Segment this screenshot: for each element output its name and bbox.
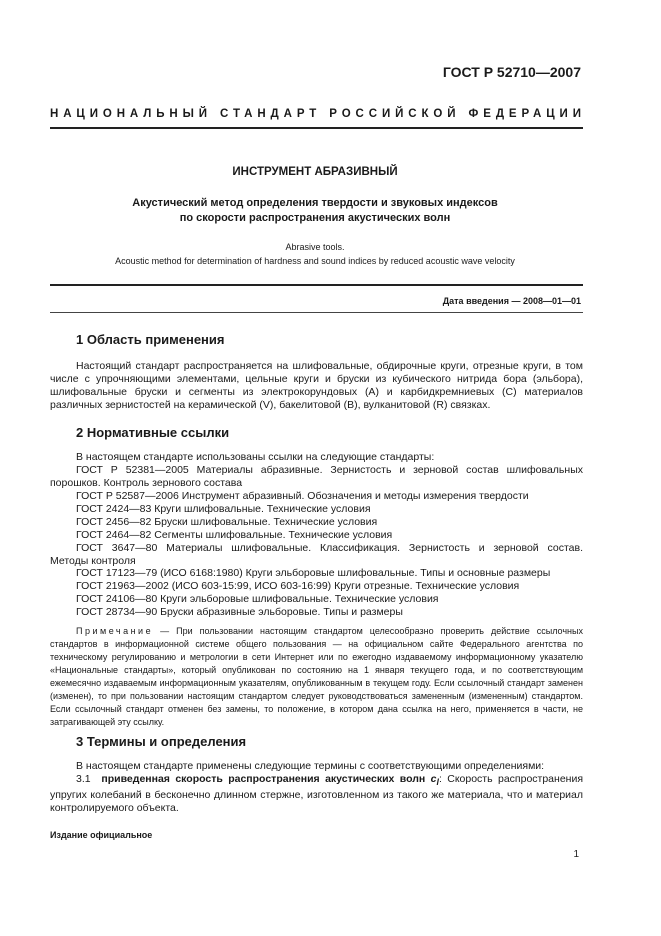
date-divider	[50, 312, 583, 313]
reference-item: ГОСТ 24106—80 Круги эльборовые шлифовальные. Технические условия	[76, 593, 439, 605]
header-divider	[50, 127, 583, 129]
reference-item: ГОСТ Р 52381—2005 Материалы абразивные. Зернистость и зерновой состав шлифовальных	[76, 464, 583, 476]
introduction-date: Дата введения — 2008—01—01	[442, 296, 581, 306]
references-intro: В настоящем стандарте использованы ссылки на следующие стандарты:	[76, 451, 435, 463]
term-number: 3.1	[76, 773, 91, 785]
official-edition-label: Издание официальное	[50, 830, 153, 840]
reference-item-continuation: порошков. Контроль зернового состава	[50, 477, 243, 489]
term-symbol: c	[430, 773, 437, 785]
terms-intro: В настоящем стандарте применены следующие термины с соответствующими определениями:	[76, 760, 545, 772]
page-number: 1	[573, 849, 579, 860]
section-3-heading: 3 Термины и определения	[76, 734, 247, 749]
note-text: — При пользовании настоящим стандартом целесообразно проверить действие ссылочных стандартов в информационной системе общего пользования — на официальном сайте Федерального агентства по техническому регулированию и метрологии в сети Интернет или по ежегодно издаваемому информационному указателю «Национальные стандарты», который опубликован по состоянию на 1 января текущего года, и по соответствующим ежемесячно издаваемым информационным указателям, опубликованным в текущем году. Если ссылочный стандарт заменен (изменен), то при пользовании настоящим стандартом следует руководствоваться замененным (измененным) стандартом. Если ссылочный стандарт отменен без замены, то положение, в котором дана ссылка на него, применяется в части, не затрагивающей эту ссылку.	[50, 626, 583, 727]
reference-item: ГОСТ 2464—82 Сегменты шлифовальные. Технические условия	[76, 529, 393, 541]
references-note	[50, 625, 583, 729]
title-divider	[50, 284, 583, 286]
document-title: ИНСТРУМЕНТ АБРАЗИВНЫЙ	[232, 166, 398, 178]
reference-item: ГОСТ 17123—79 (ИСО 6168:1980) Круги эльборовые шлифовальные. Типы и основные размеры	[76, 567, 551, 579]
reference-item: ГОСТ 3647—80 Материалы шлифовальные. Классификация. Зернистость и зерновой состав.	[76, 542, 583, 554]
reference-item: ГОСТ 2456—82 Бруски шлифовальные. Технические условия	[76, 516, 378, 528]
term-symbol-subscript: l	[436, 777, 439, 788]
reference-item: ГОСТ Р 52587—2006 Инструмент абразивный. Обозначения и методы измерения твердости	[76, 490, 529, 502]
term-definition	[50, 773, 583, 815]
document-subtitle: Акустический метод определения твердости и звуковых индексов по скорости распространения акустических волн	[132, 197, 498, 224]
section-2-heading: 2 Нормативные ссылки	[76, 425, 230, 440]
reference-item-continuation: Методы контроля	[50, 555, 136, 567]
document-code: ГОСТ Р 52710—2007	[442, 64, 581, 80]
term-definition-text: : Скорость распространения упругих колебаний в бесконечно длинном стержне, изготовленном из такого же материала, что и материал контролируемого объекта.	[50, 773, 584, 815]
section-1-text: Настоящий стандарт распространяется на шлифовальные, обдирочные круги, отрезные круги, в том числе с упрочняющими элементами, цельные круги и бруски из кубического нитрида бора (эльбора), шлифовальные бруски и сегменты из электрокорундовых (А) и карбидкремниевых (С) материалов различных зернистостей на керамической (V), бакелитовой (В), вулканитовой (R) связках.	[50, 360, 583, 411]
reference-item: ГОСТ 28734—90 Бруски абразивные эльборовые. Типы и размеры	[76, 606, 403, 618]
term-name: приведенная скорость распространения акустических волн	[101, 773, 426, 785]
section-1-heading: 1 Область применения	[76, 332, 225, 347]
national-standard-banner: НАЦИОНАЛЬНЫЙ СТАНДАРТ РОССИЙСКОЙ ФЕДЕРАЦИИ	[50, 108, 586, 120]
reference-item: ГОСТ 21963—2002 (ИСО 603-15:99, ИСО 603-16:99) Круги отрезные. Технические условия	[76, 580, 520, 592]
reference-item: ГОСТ 2424—83 Круги шлифовальные. Технические условия	[76, 503, 371, 515]
note-label: Примечание	[76, 626, 154, 636]
english-title: Abrasive tools. Acoustic method for determination of hardness and sound indices by reduced acoustic wave velocity	[115, 242, 515, 266]
